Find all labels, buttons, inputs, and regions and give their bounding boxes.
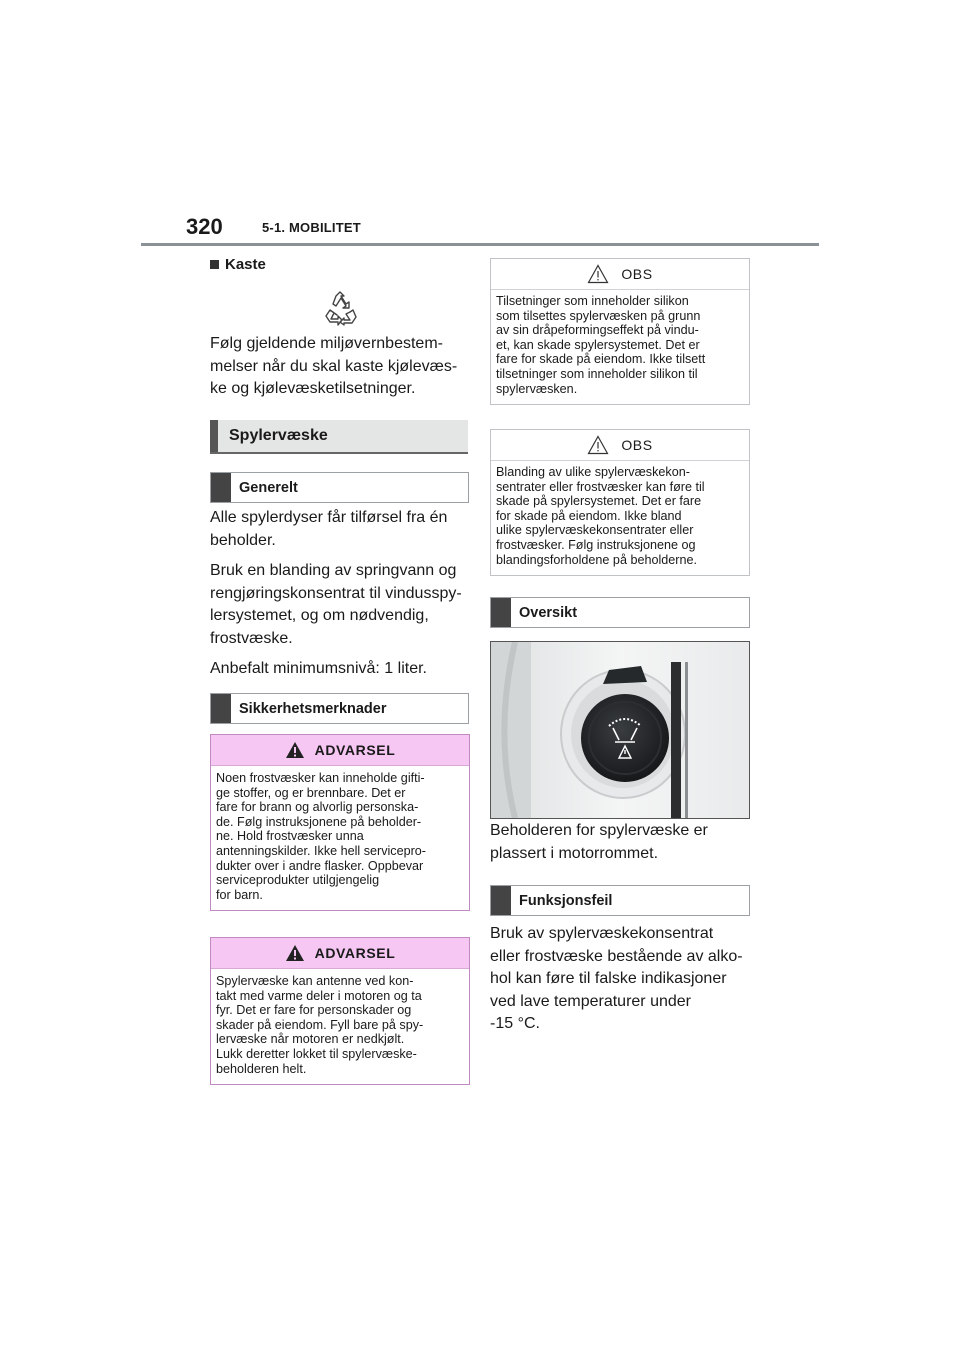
subsection-marker <box>211 473 231 502</box>
subsection-marker <box>211 694 231 723</box>
notice-text: Tilsetninger som inneholder silikon som tilsettes spylervæsken på grunn av sin dråpeformingseffekt på vindu- et, kan skade spylersystemet. Det er fare for skade på eiendom. Ikke tilsett tilsetninger som inneholder silikon til spylervæsken. <box>496 294 706 396</box>
notice-header <box>491 430 749 461</box>
page-number: 320 <box>186 214 223 239</box>
notice-text: Blanding av ulike spylervæskekon- sentrater eller frostvæsker kan føre til skade på spylersystemet. Det er fare for skade på eiendom. Ikke bland ulike spylervæskekonsentrater eller frostvæsker. Følg instruksjonene og blandingsforholdene på beholderne. <box>496 465 705 567</box>
subsection-marker <box>491 598 511 627</box>
warning-title: ADVARSEL <box>314 742 396 758</box>
subsection-heading: Sikkerhetsmerknader <box>239 700 387 717</box>
subsection-marker <box>491 886 511 915</box>
recycle-icon <box>322 290 358 326</box>
kaste-heading <box>210 256 266 273</box>
warning-triangle-icon <box>285 741 305 759</box>
photo-caption: Beholderen for spylervæske er plassert i motorrommet. <box>490 822 708 862</box>
caution-triangle-icon <box>587 435 609 455</box>
section-title: 5-1. MOBILITET <box>262 220 361 235</box>
warning-box <box>210 734 470 911</box>
warning-text: Spylervæske kan antenne ved kon- takt med varme deler i motoren og ta fyr. Det er fare for personskader og skader på eiendom. Fyll bare på spy- lervæske når motoren er nedkjølt. Lukk deretter lokket til spylervæske- beholderen helt. <box>216 974 424 1076</box>
warning-box <box>210 937 470 1085</box>
section-bar-spylervaeske <box>210 420 468 454</box>
kaste-heading-text: Kaste <box>225 256 266 273</box>
subsection-bar-funksjonsfeil <box>490 885 750 916</box>
header-rule <box>141 243 819 246</box>
paragraph: Anbefalt minimumsnivå: 1 liter. <box>210 660 427 677</box>
warning-header <box>211 735 469 766</box>
subsection-heading: Generelt <box>239 479 298 496</box>
notice-header <box>491 259 749 290</box>
square-bullet-icon <box>210 260 219 269</box>
paragraph: Bruk en blanding av springvann og rengjøringskonsentrat til vindusspy- lersystemet, og om nødvendig, frostvæske. <box>210 562 462 647</box>
notice-title: OBS <box>621 266 653 282</box>
kaste-text: Følg gjeldende miljøvernbestem- melser når du skal kaste kjølevæs- ke og kjølevæsketilsetninger. <box>210 335 458 397</box>
notice-box <box>490 429 750 576</box>
warning-header <box>211 938 469 969</box>
washer-reservoir-illustration <box>491 642 749 818</box>
notice-box <box>490 258 750 405</box>
notice-title: OBS <box>621 437 653 453</box>
caution-triangle-icon <box>587 264 609 284</box>
subsection-heading: Oversikt <box>519 604 578 621</box>
washer-reservoir-photo <box>490 641 750 819</box>
generelt-text <box>210 507 472 689</box>
subsection-heading: Funksjonsfeil <box>519 892 613 909</box>
subsection-bar-sikkerhetsmerknader <box>210 693 469 724</box>
warning-triangle-icon <box>285 944 305 962</box>
subsection-bar-oversikt <box>490 597 750 628</box>
funksjonsfeil-text: Bruk av spylervæskekonsentrat eller frostvæske bestående av alko- hol kan føre til falske indikasjoner ved lave temperaturer under -15 °C. <box>490 925 743 1032</box>
section-heading: Spylervæske <box>229 427 328 444</box>
warning-text: Noen frostvæsker kan inneholde gifti- ge stoffer, og er brennbare. Det er fare for brann og alvorlig personska- de. Følg instruksjonene på beholder- ne. Hold frostvæsker unna antenningskilder. Ikke hell servicepro- dukter over i andre flasker. Oppbevar serviceprodukter utilgjengelig for barn. <box>216 771 427 902</box>
section-marker <box>210 420 218 452</box>
warning-title: ADVARSEL <box>314 945 396 961</box>
paragraph: Alle spylerdyser får tilførsel fra én beholder. <box>210 509 448 549</box>
subsection-bar-generelt <box>210 472 469 503</box>
